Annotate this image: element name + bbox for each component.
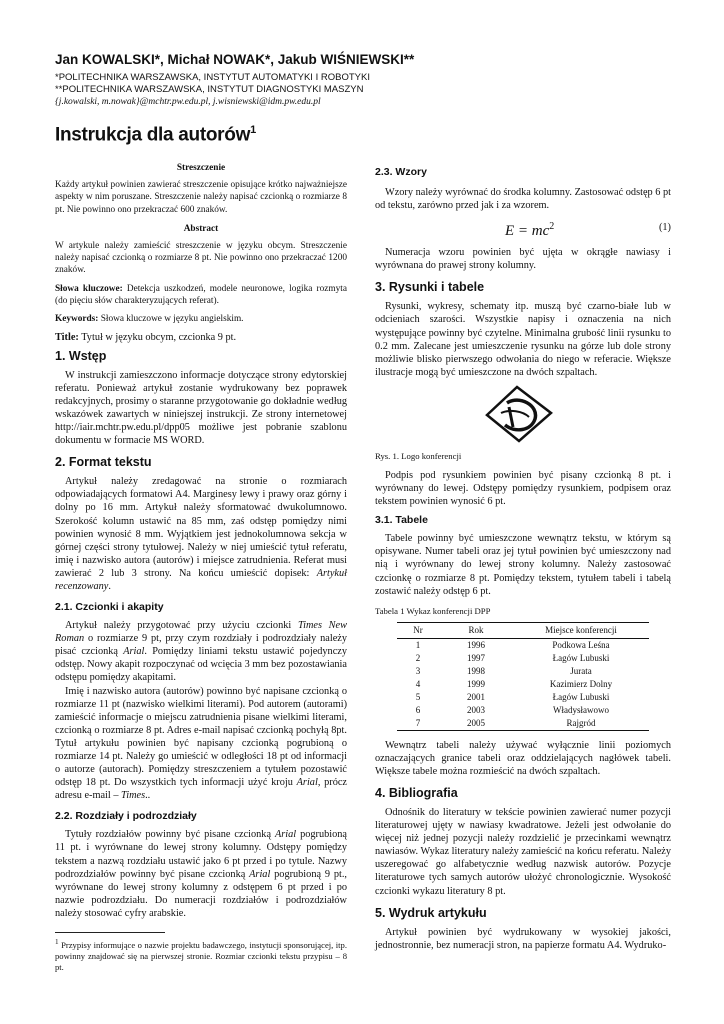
table-cell: 2003 [467,704,485,715]
abstract-pl-heading: Streszczenie [176,163,226,173]
figure-1 [375,383,671,445]
table-row [397,652,649,665]
section-2-text-main: Artykuł należy zredagować na stronie o rozmiarach odpowiadających formatowi A4. Marginesy lewy i prawy oraz górny i dolny po 16 mm. Artykuł należy sformatować dwukolumnowo. Szerokość kolumn ustawić na 85 mm, zaś odstęp pomiędzy nimi powinien wynosić 8 mm. Wyjątkiem jest jednokolumnowa sekcja w górnej części strony tytułowej. Należy w niej umieścić tytuł referatu, imię i nazwisko autora (autorów) i miejsce zatrudnienia. Referat musi zawierać 2 lub 3 strony. Na końcu umieścić dopisek: [55,476,347,579]
table-cell: Kazimierz Dolny [549,678,613,689]
table-cell: 6 [415,704,421,715]
section-3-1-paragraph-1: Tabele powinny być umieszczone wewnątrz tekstu, w którym są opisywane. Numer tabeli oraz jej tytuł powinien być umieszczony nad nią i wyrównany do lewej strony kolumny. Należy zastosować czcionkę o rozmiarze 8 pt. Pomiędzy tekstem, tytułem tabeli i tabelą zostawić należy odstęp 6 pt. [375,533,671,597]
figure-1-caption: Rys. 1. Logo konferencji [375,450,462,461]
table-cell: 7 [397,717,439,731]
s22-p1-a: Tytuły rozdziałów powinny być pisane czcionką [65,829,275,841]
section-3-heading: 3. Rysunki i tabele [375,280,485,295]
author-emails: {j.kowalski, m.nowak}@mchtr.pw.edu.pl, j.wisniewski@idm.pw.edu.pl [55,97,321,107]
section-5-paragraph-1: Artykuł powinien być wydrukowany w wysokiej jakości, jednostronnie, bez numeracji stron, na papierze formatu A4. Wydruko- [375,926,671,951]
equation-number: (1) [658,222,671,234]
table-header-rok: Rok [439,622,513,638]
table-row [397,704,649,717]
table-row [397,678,649,691]
s22-p1-e: pogrubioną 9 pt., wyrównane do lewej strony kolumny z odstępem 6 pt przed i po nazwie podrozdziału. Do numeracji rozdziałów i podrozdziałów należy stosować cyfry arabskie. [55,868,348,919]
conference-table [397,622,649,731]
table-cell: 2005 [439,717,513,731]
table-row [397,665,649,678]
s21-p2-c: , prócz adresu e-mail – [55,777,348,802]
section-4-heading: 4. Bibliografia [375,785,458,800]
table-cell: 3 [415,665,421,676]
paper-title [55,124,256,146]
table-cell: 1997 [467,652,485,663]
table-header-miejsce: Miejsce konferencji [513,622,649,638]
section-2-2-paragraph-1 [55,828,347,920]
section-4-paragraph-1: Odnośnik do literatury w tekście powinien zawierać numer pozycji literaturowej ujęty w nawiasy kwadratowe. Jeżeli jest odwołanie do więcej niż jednej pozycji należy rozdzielić je przecinkami wewnątrz nawiasów. Wykaz literatury należy zamieścić na końcu referatu. Należy uszeregować go alfabetycznie według nazwisk autorów. Pozycje literaturowe tych samych autorów ułożyć chronologicznie. Wysokość czcionki wykazu literatury 8 pt. [375,806,671,897]
footnote-text: Przypisy informujące o nazwie projektu badawczego, instytucji sponsorującej, itp. powinny znajdować się na pierwszej stronie. Rozmiar czcionki tekstu przypisu – 8 pt. [55,939,347,972]
s21-p1-c: o rozmiarze 9 pt, przy czym rozdziały i podrozdziały należy pisać czcionką [55,633,347,658]
section-2-3-heading: 2.3. Wzory [375,166,427,178]
table-row [397,717,649,731]
section-3-1-heading: 3.1. Tabele [375,514,428,527]
table-row [397,638,649,652]
footnote-mark: 1 [55,938,59,947]
table-cell: 1 [415,639,421,650]
table-cell: Rajgród [513,717,649,731]
title-en-label: Title: [55,331,79,343]
table-header-nr: Nr [397,622,439,638]
section-1-heading: 1. Wstęp [55,348,107,363]
equation-lhs: E = mc [505,223,550,240]
table-cell: 2 [415,652,421,663]
s22-p1-d: Arial [249,868,271,880]
s21-p2-a: Imię i nazwisko autora (autorów) powinno być napisane czcionką o rozmiarze 11 pt (nazwisko wielkimi literami). Pod autorem (autorami) zamieścić informacje o miejscu zatrudnienia pisane wielkimi literami, czcionką o rozmiarze 8 pt. Adres e-mail napisać czcionką pochyłą 8pt. Tytuł artykułu powinien być napisany czcionką pogrubioną o rozmiarze 14 pt. Należy go umieścić w odległości 18 pt od informacji o autorze (autorach). Pomiędzy streszczeniem a tytułem pozostawić odstęp 18 pt. Do wszystkich tych informacji użyć kroju [55,685,347,789]
section-2-text-italic: Artykuł recenzowany [55,567,347,592]
affiliation-1: *POLITECHNIKA WARSZAWSKA, INSTYTUT AUTOMATYKI I ROBOTYKI [55,72,370,83]
section-2-3-paragraph-1: Wzory należy wyrównać do środka kolumny. Zastosować odstęp 6 pt od tekstu, zarówno przed jak i za wzorem. [375,187,671,212]
table-1-caption: Tabela 1 Wykaz konferencji DPP [375,605,491,616]
right-column [375,166,671,952]
equation-exponent: 2 [549,221,555,233]
s21-p1-a: Artykuł należy przygotować przy użyciu czcionki [65,620,298,632]
keywords-pl-text: Detekcja uszkodzeń, modele neuronowe, logika rozmyta (do pięciu słów charakteryzujących referat). [55,283,347,307]
table-cell: Łagów Lubuski [552,691,610,702]
paper-title-text: Instrukcja dla autorów [55,124,251,146]
table-header-row [397,622,649,638]
s21-p1-d: Arial [123,646,145,658]
title-footnote-mark: 1 [250,124,256,136]
keywords-pl-label: Słowa kluczowe: [55,283,123,294]
section-2-3-paragraph-2: Numeracja wzoru powinien być ujęta w okrągłe nawiasy i wyrównana do prawej strony kolumny. [375,247,671,272]
conference-logo-icon [479,383,559,445]
section-2-1-paragraph-2 [55,685,347,803]
left-column [55,163,347,973]
table-cell: Łagów Lubuski [552,652,610,663]
abstract-en-heading: Abstract [183,223,219,234]
equation-formula [505,221,554,240]
table-cell: 1998 [467,665,485,676]
affiliation-2: **POLITECHNIKA WARSZAWSKA, INSTYTUT DIAGNOSTYKI MASZYN [55,84,364,95]
section-2-2-heading: 2.2. Rozdziały i podrozdziały [55,810,197,823]
section-3-paragraph-1: Rysunki, wykresy, schematy itp. muszą być czarno-białe lub w odcieniach szarości. Wszystkie napisy i oznaczenia na nich występujące powinny być czytelne. Minimalna grubość linii rysunku to 0.2 mm. Zalecane jest umieszczenie rysunku na górze lub dole strony możliwie blisko pierwszego odwołania do niego w referacie. Większe ilustracje mogą być umieszczone na dwóch szpaltach. [375,301,671,378]
section-2-1-heading: 2.1. Czcionki i akapity [55,601,164,614]
table-cell: Władysławowo [553,704,609,715]
s21-p1-e: . Pomiędzy liniami tekstu ustawić pojedynczy odstęp. Nowy akapit rozpoczynać od wcięcia 3 mm bez pozostawiania odstępu pomiędzy akapitami. [55,646,347,684]
authors-line: Jan KOWALSKI*, Michał NOWAK*, Jakub WIŚNIEWSKI** [55,52,415,67]
equation-1 [375,218,671,240]
keywords-pl [55,283,347,308]
s21-p2-e: .. [145,790,151,802]
section-3-1-paragraph-2: Wewnątrz tabeli należy używać wyłącznie linii poziomych oznaczających granice tabeli oraz oddzielających nagłówek tabeli. Większe tabele można rozmieścić na dwóch szpaltach. [375,739,671,777]
table-row [397,691,649,704]
table-cell: Podkowa Leśna [552,639,610,650]
keywords-en-label: Keywords: [55,314,99,325]
section-2-heading: 2. Format tekstu [55,455,152,470]
section-5-heading: 5. Wydruk artykułu [375,905,487,920]
keywords-en-text: Słowa kluczowe w języku angielskim. [100,314,244,325]
s22-p1-b: Arial [274,829,297,841]
title-en [55,332,347,343]
section-2-text [55,475,347,593]
keywords-en [55,313,347,325]
table-cell: 4 [415,678,421,689]
table-cell: Jurata [570,665,592,676]
table-cell: 1999 [467,678,485,689]
footnote [55,937,347,973]
s22-p1-c: pogrubioną 11 pt. i wyrównane do lewej strony kolumny. Odstępy pomiędzy tekstem a nazwą rozdziału ustawić jako 6 pt przed i po tytule. Nazwy podrozdziałów powinny być pisane czcionką [55,829,347,880]
section-2-1-paragraph-1 [55,619,347,684]
s21-p2-d: Times [121,790,146,802]
table-cell: 1996 [467,639,485,650]
table-cell: 2001 [467,691,485,702]
s21-p2-b: Arial [296,777,318,789]
s21-p1-b: Times New Roman [55,620,347,645]
section-3-paragraph-2: Podpis pod rysunkiem powinien być pisany czcionką 8 pt. i wyrównany do lewej. Odstępy pomiędzy rysunkiem, podpisem oraz tekstem powinien wynosić 6 pt. [375,469,671,508]
table-cell: 5 [415,691,421,702]
section-2-text-end: . [108,580,111,592]
abstract-pl-text: Każdy artykuł powinien zawierać streszczenie opisujące krótko najważniejsze aspekty w nim poruszane. Streszczenie należy napisać czcionką o rozmiarze 8 pt. Nie powinno ono przekraczać 600 znaków. [55,180,347,215]
abstract-en-text: W artykule należy zamieścić streszczenie w języku obcym. Streszczenie należy napisać czcionką o rozmiarze 8 pt. Nie powinno ono przekraczać 1200 znaków. [55,240,347,276]
title-en-text: Tytuł w języku obcym, czcionka 9 pt. [81,331,237,343]
section-1-text: W instrukcji zamieszczono informacje dotyczące strony edytorskiej referatu. Ponieważ artykuł zostanie wydrukowany bez poprawek redakcyjnych, prosimy o staranne przygotowanie go dokładnie według wskazówek zawartych w niniejszej instrukcji. Ze strony internetowej http://iair.mchtr.pw.edu.pl/dpp05 możliwe jest pobranie szablonu dokumentu w formacie MS WORD. [55,369,347,447]
